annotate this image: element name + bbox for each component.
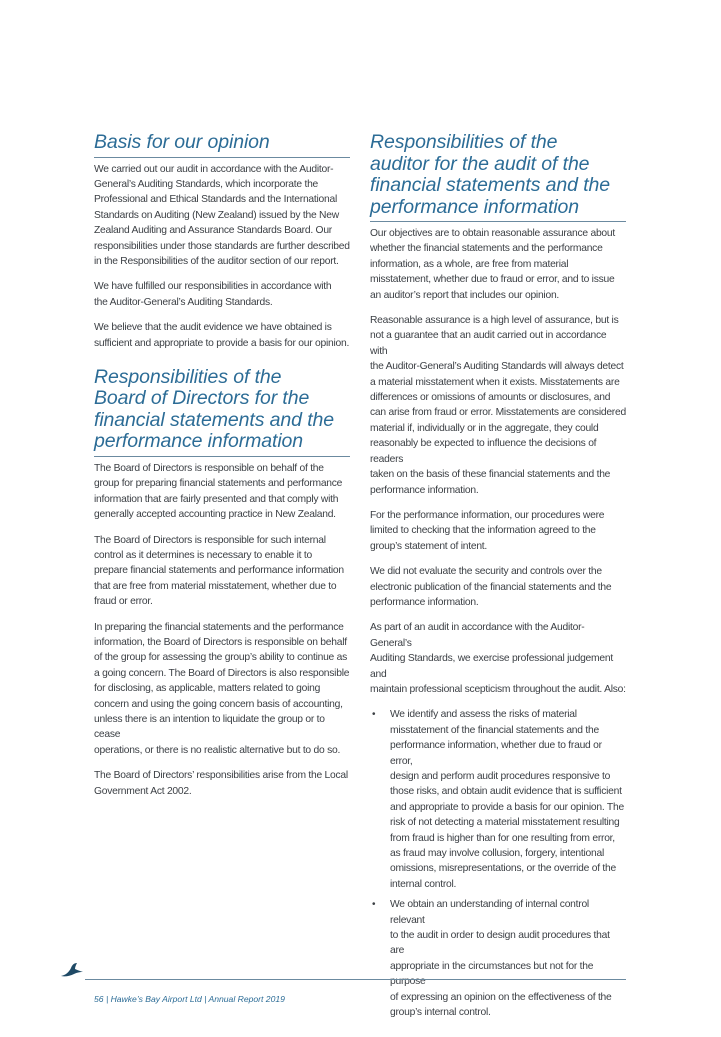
auditor-responsibilities-heading: Responsibilities of the auditor for the audit of the financial statements and the performance information [370,132,626,222]
list-item-text: We identify and assess the risks of material misstatement of the financial statements and the performance information, whether due to fraud or error, design and perform audit procedures responsive to those risks, and obtain audit evidence that is sufficient and appropriate to provide a basis for our opinion. The risk of not detecting a material misstatement resulting from fraud is higher than for one resulting from error, as fraud may involve collusion, forgery, intentional omissions, misrepresentations, or the override of the internal control. [390,709,624,890]
auditor-responsibilities-section [370,132,626,1021]
footer-page-info: 56 | Hawke’s Bay Airport Ltd | Annual Report 2019 [94,994,285,1004]
bullet-icon: • [372,709,376,721]
basis-paragraph-2: We have fulfilled our responsibilities in accordance with the Auditor-General’s Auditing Standards. [94,281,332,308]
basis-heading: Basis for our opinion [94,132,350,158]
bird-logo-icon [60,962,84,978]
basis-paragraph-3: We believe that the audit evidence we have obtained is sufficient and appropriate to provide a basis for our opinion. [94,322,350,349]
bullet-icon: • [372,899,376,911]
auditor-paragraph-1: Our objectives are to obtain reasonable assurance about whether the financial statements and the performance information, as a whole, are free from material misstatement, whether due to fraud or error, and to issue an auditor’s report that includes our opinion. [370,228,615,301]
auditor-paragraph-3: For the performance information, our procedures were limited to checking that the information agreed to the group’s statement of intent. [370,509,605,552]
board-responsibilities-section [94,367,350,799]
list-item-text: We obtain an understanding of internal control relevant to the audit in order to design audit procedures that are appropriate in the circumstances but not for the purpose of expressing an opinion on the effectiveness of the group’s internal control. [390,899,612,1019]
basis-paragraph-1: We carried out our audit in accordance with the Auditor- General’s Auditing Standards, which incorporate the Professional and Ethical Standards and the International Standards on Auditing (New Zealand) issued by the New Zealand Auditing and Assurance Standards Board. Our responsibilities under those standards are further described in the Responsibilities of the auditor section of our report. [94,163,350,267]
left-column [94,132,350,815]
board-paragraph-4: The Board of Directors’ responsibilities arise from the Local Government Act 2002. [94,770,348,797]
auditor-paragraph-5: As part of an audit in accordance with the Auditor-General’s Auditing Standards, we exercise professional judgement and maintain professional scepticism throughout the audit. Also: [370,622,626,695]
board-paragraph-1: The Board of Directors is responsible on behalf of the group for preparing financial statements and performance information that are fairly presented and that comply with generally accepted accounting practice in New Zealand. [94,462,343,521]
board-paragraph-2: The Board of Directors is responsible for such internal control as it determines is necessary to enable it to prepare financial statements and performance information that are free from material misstatement, whether due to fraud or error. [94,534,344,608]
list-item [370,707,626,892]
auditor-paragraph-4: We did not evaluate the security and controls over the electronic publication of the financial statements and the performance information. [370,566,612,608]
list-item [370,897,626,1020]
right-column [370,132,626,1037]
board-responsibilities-heading: Responsibilities of the Board of Directors for the financial statements and the performance information [94,367,350,457]
audit-procedures-list [370,707,626,1020]
auditor-paragraph-2: Reasonable assurance is a high level of assurance, but is not a guarantee that an audit carried out in accordance with the Auditor-General’s Auditing Standards will always detect a material misstatement when it exists. Misstatements are differences or omissions of amounts or disclosures, and can arise from fraud or error. Misstatements are considered material if, individually or in the aggregate, they could reasonably be expected to influence the decisions of readers taken on the basis of these financial statements and the performance information. [370,315,626,496]
basis-section [94,132,350,351]
board-paragraph-3: In preparing the financial statements and the performance information, the Board of Directors is responsible on behalf of the group for assessing the group’s ability to continue as a going concern. The Board of Directors is also responsible for disclosing, as applicable, matters related to going concern and using the going concern basis of accounting, unless there is an intention to liquidate the group or to cease operations, or there is no realistic alternative but to do so. [94,621,350,756]
footer-divider [85,979,626,980]
